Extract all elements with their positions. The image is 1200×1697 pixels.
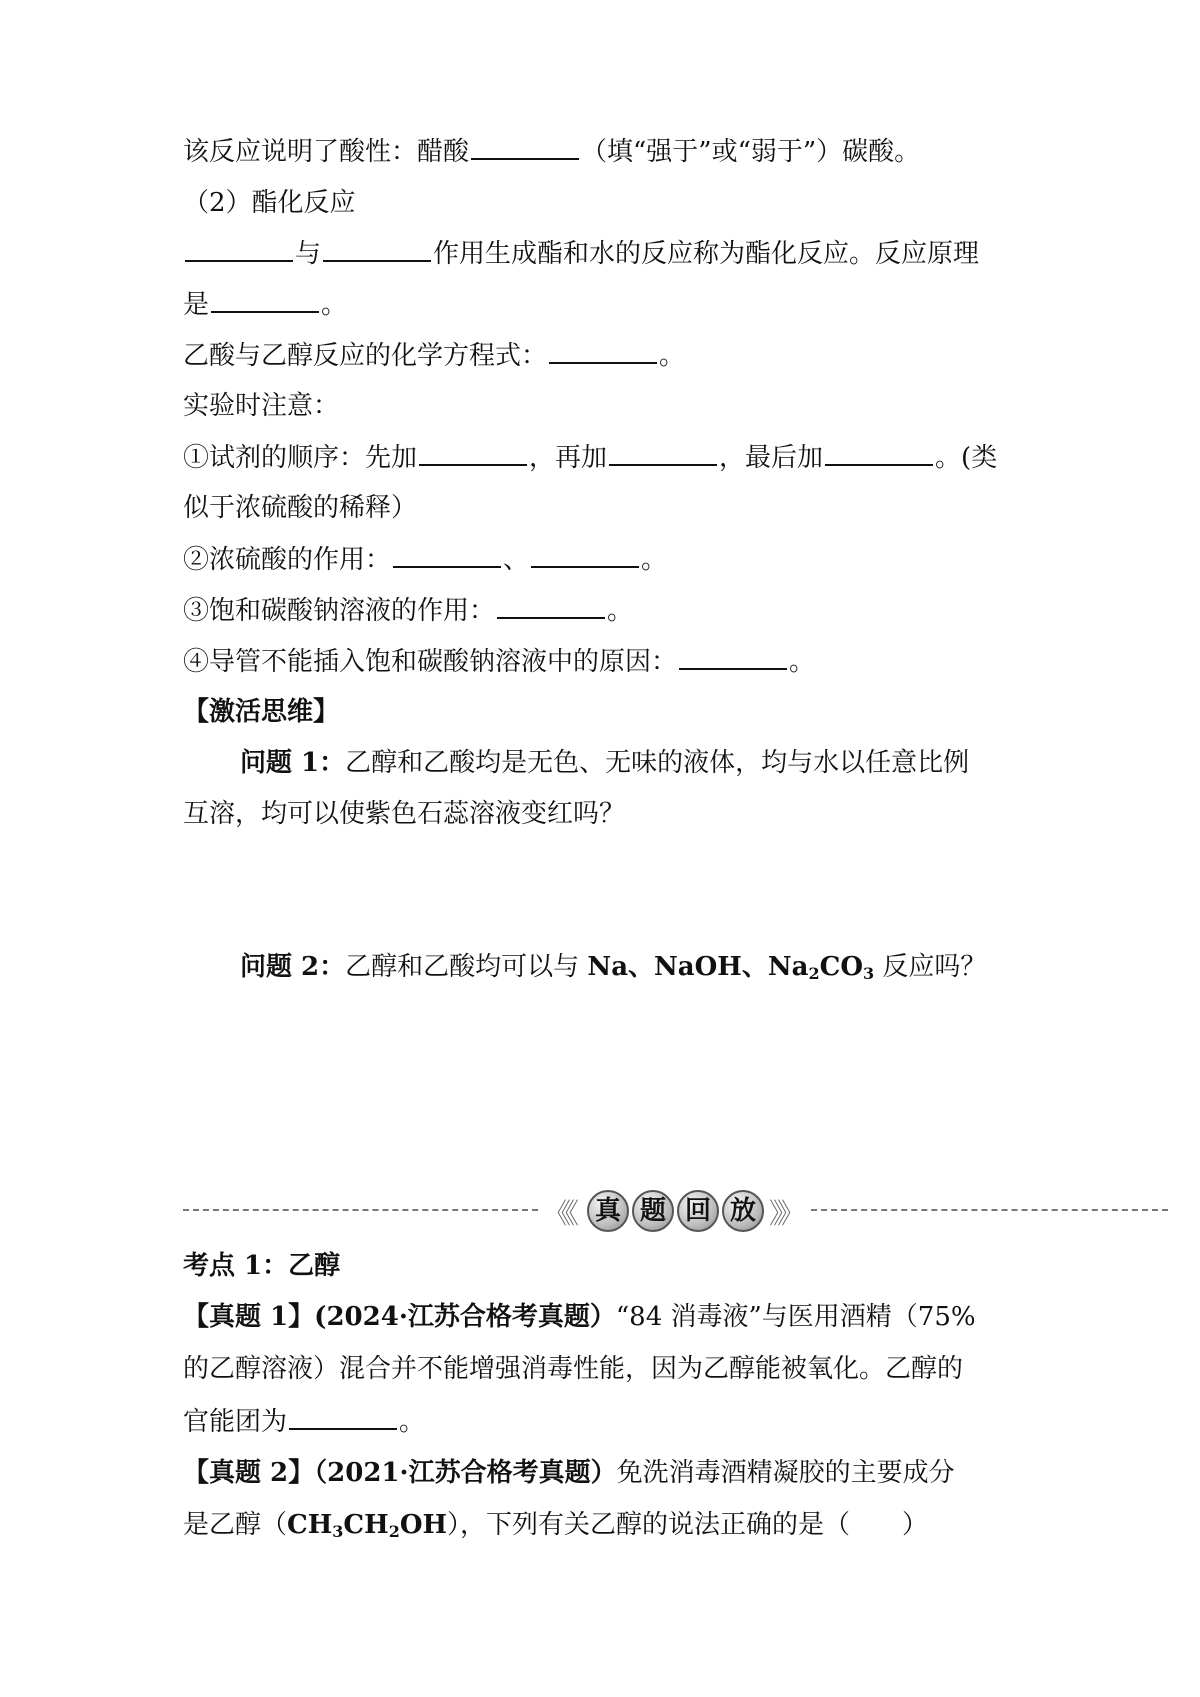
question-label: 问题 2： <box>240 952 346 982</box>
question-1 <box>240 746 969 780</box>
text: 实验时注意： <box>183 391 340 421</box>
text: “84 消毒液”与医用酒精（75% <box>615 1302 976 1332</box>
answer-blank[interactable] <box>549 338 657 364</box>
answer-blank[interactable] <box>211 287 319 313</box>
principle-line <box>183 287 347 322</box>
answer-blank[interactable] <box>323 236 431 262</box>
text: 。 <box>321 290 348 320</box>
text: 的乙醇溶液）混合并不能增强消毒性能，因为乙醇能被氧化。乙醇的 <box>183 1354 964 1384</box>
question-label: 【真题 2】 <box>183 1458 315 1488</box>
text: 、 <box>503 545 530 575</box>
carbonate-role-line <box>183 593 633 628</box>
question-label: 问题 1： <box>240 748 346 778</box>
acidity-line <box>183 134 920 169</box>
subscript: 3 <box>862 964 875 983</box>
text: （填“强于”或“弱于”）碳酸。 <box>581 137 921 167</box>
text: 。 <box>399 1407 426 1437</box>
text: ①试剂的顺序：先加 <box>183 443 418 473</box>
divider-right <box>811 1209 1168 1211</box>
text: 乙醇和乙酸均可以与 <box>345 952 588 982</box>
formula: OH <box>399 1510 448 1540</box>
text: ，最后加 <box>719 443 824 473</box>
question-source: (2024·江苏合格考真题） <box>314 1302 616 1332</box>
text: 。(类 <box>935 443 998 473</box>
section-banner <box>183 1190 1168 1230</box>
banner-char: 题 <box>632 1190 674 1232</box>
formula: Na、NaOH、Na <box>587 952 809 982</box>
text: 似于浓硫酸的稀释） <box>183 493 418 523</box>
text: ，再加 <box>529 443 608 473</box>
subscript: 2 <box>808 964 820 983</box>
text: 互溶，均可以使紫色石蕊溶液变红吗？ <box>183 799 626 829</box>
exam-question-2-cont <box>183 1508 928 1549</box>
text: 。 <box>607 596 634 626</box>
question-label: 【真题 1】 <box>183 1302 315 1332</box>
banner-char: 回 <box>677 1190 719 1232</box>
text: 免洗消毒酒精凝胶的主要成分 <box>616 1458 955 1488</box>
text: ②浓硫酸的作用： <box>183 545 392 575</box>
text: 乙醇和乙酸均是无色、无味的液体，均与水以任意比例 <box>345 748 970 778</box>
text: 。 <box>789 647 816 677</box>
esterification-def-line <box>183 236 979 271</box>
divider-left <box>183 1209 538 1211</box>
answer-blank[interactable] <box>609 440 717 466</box>
reagent-order-line <box>183 440 997 475</box>
text: 反应吗？ <box>874 952 987 982</box>
answer-blank[interactable] <box>185 236 293 262</box>
subscript: 3 <box>332 1522 344 1541</box>
exam-question-1-cont <box>183 1352 963 1386</box>
formula: CO <box>819 952 863 982</box>
question-2 <box>240 950 986 991</box>
text: 乙酸与乙醇反应的化学方程式： <box>183 341 548 371</box>
question-1-cont <box>183 797 625 831</box>
text: ），下列有关乙醇的说法正确的是（ ） <box>447 1510 929 1540</box>
activate-thinking-heading <box>183 695 339 729</box>
text: 作用生成酯和水的反应称为酯化反应。反应原理 <box>433 239 980 269</box>
point-1-heading <box>183 1249 340 1283</box>
text: 【激活思维】 <box>183 697 340 727</box>
text: 。 <box>641 545 668 575</box>
double-chevron-right-icon: 》》 <box>769 1197 800 1230</box>
exam-question-1-cont2 <box>183 1404 425 1439</box>
sulfuric-role-line <box>183 542 667 577</box>
banner-char: 真 <box>587 1190 629 1232</box>
text: 。 <box>659 341 686 371</box>
exam-question-2 <box>183 1456 955 1490</box>
subscript: 2 <box>388 1522 400 1541</box>
double-chevron-left-icon: 《《 <box>543 1197 574 1230</box>
answer-blank[interactable] <box>679 644 787 670</box>
equation-line <box>183 338 685 373</box>
text: 该反应说明了酸性：醋酸 <box>183 137 470 167</box>
answer-blank[interactable] <box>825 440 933 466</box>
reagent-order-cont <box>183 491 417 525</box>
text: 与 <box>295 239 322 269</box>
answer-blank[interactable] <box>289 1404 397 1430</box>
answer-blank[interactable] <box>531 542 639 568</box>
exam-question-1 <box>183 1300 976 1334</box>
formula: CH <box>343 1510 389 1540</box>
text: 官能团为 <box>183 1407 288 1437</box>
text: ④导管不能插入饱和碳酸钠溶液中的原因： <box>183 647 678 677</box>
answer-blank[interactable] <box>497 593 605 619</box>
answer-blank[interactable] <box>393 542 501 568</box>
banner-char: 放 <box>722 1190 764 1232</box>
tube-reason-line <box>183 644 815 679</box>
text: ③饱和碳酸钠溶液的作用： <box>183 596 496 626</box>
answer-blank[interactable] <box>471 134 579 160</box>
esterification-heading <box>183 186 356 220</box>
text: 是 <box>183 290 210 320</box>
text: 考点 1：乙醇 <box>183 1251 341 1281</box>
formula: CH <box>287 1510 333 1540</box>
text: （2）酯化反应 <box>183 188 356 218</box>
question-source: （2021·江苏合格考真题） <box>314 1458 617 1488</box>
text: 是乙醇（ <box>183 1510 288 1540</box>
answer-blank[interactable] <box>419 440 527 466</box>
notes-heading <box>183 389 339 423</box>
